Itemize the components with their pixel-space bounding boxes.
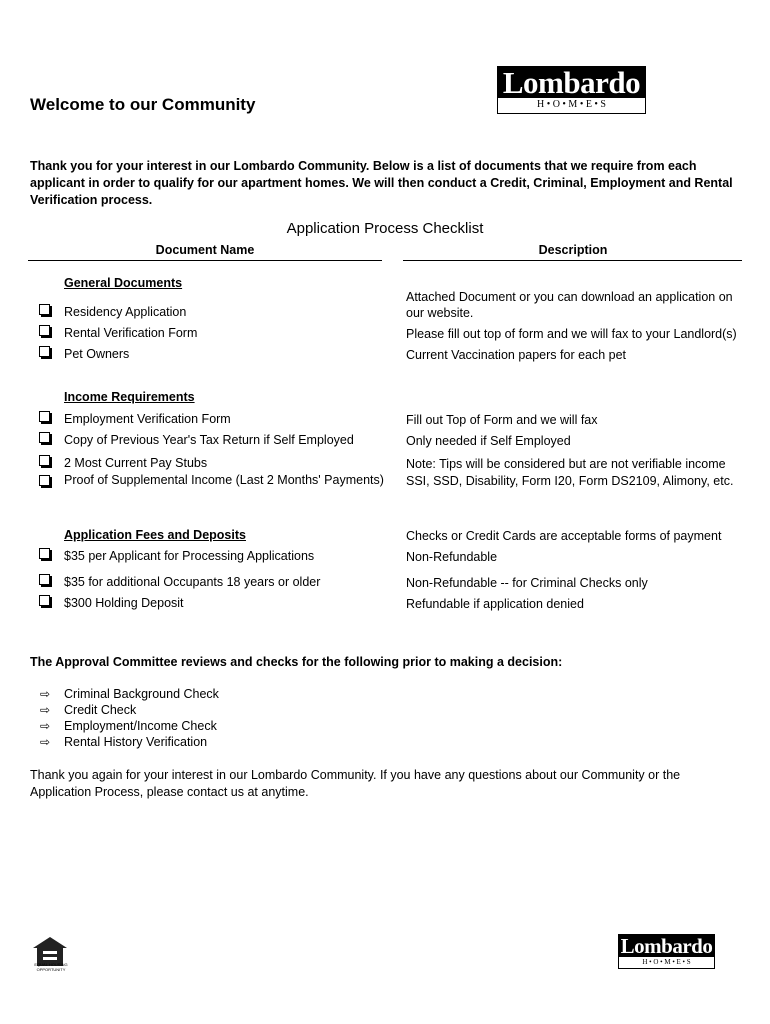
checkbox[interactable] xyxy=(39,595,50,606)
item-name: $35 per Applicant for Processing Applications xyxy=(64,549,315,563)
item-description: Note: Tips will be considered but are not verifiable income xyxy=(406,457,726,471)
item-description: Attached Document or you can download an application on our website. xyxy=(406,290,733,320)
approval-heading: The Approval Committee reviews and checks for the following prior to making a decision: xyxy=(30,655,563,669)
arrow-right-icon: ⇨ xyxy=(40,703,51,717)
item-name: Copy of Previous Year's Tax Return if Self Employed xyxy=(64,433,354,447)
item-name: Pet Owners xyxy=(64,347,130,361)
page-title: Welcome to our Community xyxy=(30,95,256,114)
arrow-right-icon: ⇨ xyxy=(40,719,51,733)
list-item: Employment/Income Check xyxy=(64,719,217,733)
item-description: Current Vaccination papers for each pet xyxy=(406,348,627,362)
checkbox[interactable] xyxy=(39,325,50,336)
column-header-document: Document Name xyxy=(155,243,255,257)
lombardo-logo xyxy=(497,66,646,114)
checkbox[interactable] xyxy=(39,475,50,486)
item-description: Non-Refundable -- for Criminal Checks only xyxy=(406,576,648,590)
logo-name: Lombardo xyxy=(498,67,645,98)
intro-paragraph: Thank you for your interest in our Lombardo Community. Below is a list of documents that we require from each applicant in order to qualify for our apartment homes. We will then conduct a Credit, Criminal, Employment and Rental Verification process. xyxy=(30,159,733,207)
item-name: 2 Most Current Pay Stubs xyxy=(64,456,208,470)
list-item: Rental History Verification xyxy=(64,735,208,749)
section-heading-fees: Application Fees and Deposits xyxy=(64,528,246,542)
item-name: Proof of Supplemental Income (Last 2 Months' Payments) xyxy=(64,473,384,487)
item-description: Refundable if application denied xyxy=(406,597,584,611)
closing-paragraph: Thank you again for your interest in our Lombardo Community. If you have any questions about our Community or the Application Process, please contact us at anytime. xyxy=(30,768,681,799)
checkbox[interactable] xyxy=(39,574,50,585)
item-description: Fill out Top of Form and we will fax xyxy=(406,413,598,427)
equal-housing-text: EQUAL HOUSING OPPORTUNITY xyxy=(34,962,68,972)
item-description: Non-Refundable xyxy=(406,550,498,564)
item-description: Only needed if Self Employed xyxy=(406,434,571,448)
checkbox[interactable] xyxy=(39,432,50,443)
divider xyxy=(403,260,742,261)
item-description: Please fill out top of form and we will fax to your Landlord(s) xyxy=(406,327,737,341)
lombardo-logo-footer xyxy=(618,934,715,969)
arrow-right-icon: ⇨ xyxy=(40,735,51,749)
arrow-right-icon: ⇨ xyxy=(40,687,51,701)
checkbox[interactable] xyxy=(39,346,50,357)
item-name: $300 Holding Deposit xyxy=(64,596,184,610)
item-name: Employment Verification Form xyxy=(64,412,231,426)
divider xyxy=(28,260,382,261)
checkbox[interactable] xyxy=(39,548,50,559)
checklist-title: Application Process Checklist xyxy=(286,220,484,237)
section-heading-general: General Documents xyxy=(64,276,183,290)
section-heading-income: Income Requirements xyxy=(64,390,195,404)
item-name: Rental Verification Form xyxy=(64,326,198,340)
item-name: Residency Application xyxy=(64,305,187,319)
column-header-description: Description xyxy=(538,243,608,257)
item-description: SSI, SSD, Disability, Form I20, Form DS2109, Alimony, etc. xyxy=(406,474,734,488)
logo-name: Lombardo xyxy=(620,934,713,958)
checkbox[interactable] xyxy=(39,411,50,422)
checkbox[interactable] xyxy=(39,304,50,315)
list-item: Criminal Background Check xyxy=(64,687,219,701)
list-item: Credit Check xyxy=(64,703,137,717)
logo-sub: H • O • M • E • S xyxy=(642,958,691,966)
section-description: Checks or Credit Cards are acceptable forms of payment xyxy=(406,529,722,543)
logo-sub: H • O • M • E • S xyxy=(536,99,606,110)
item-name: $35 for additional Occupants 18 years or older xyxy=(64,575,321,589)
checkbox[interactable] xyxy=(39,455,50,466)
